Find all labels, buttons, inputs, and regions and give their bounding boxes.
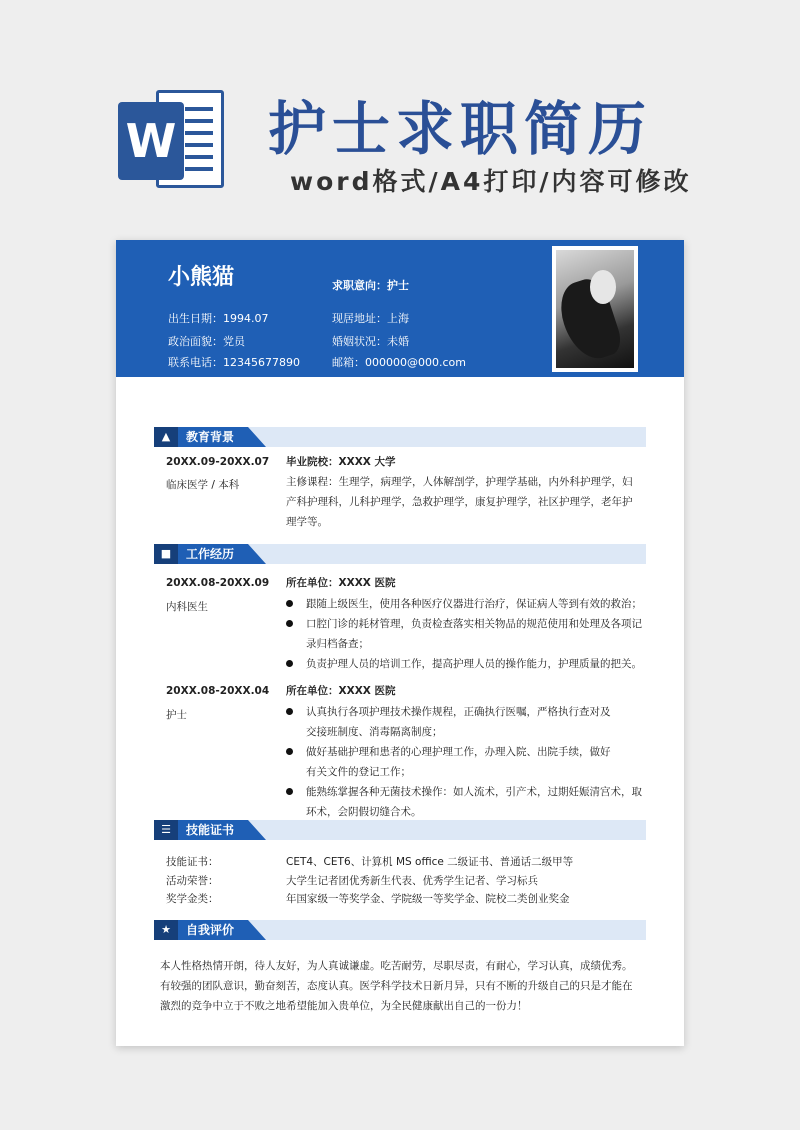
marital-status: 婚姻状况：未婚 [332,335,409,348]
job2-unit: 所在单位：XXXX 医院 [286,685,396,697]
resume-header [116,240,684,377]
section-title-self: 自我评价 [186,923,235,937]
job2-bullet-1: 认真执行各项护理技术操作规程，正确执行医嘱，严格执行查对及 [306,702,611,722]
word-letter-badge: W [118,102,184,180]
job2-period: 20XX.08-20XX.04 [166,685,270,697]
job1-bullet-2-cont: 录归档备查； [306,638,369,650]
job2-bullet-3-cont: 环术，会阴假切缝合术。 [306,806,422,818]
education-courses-line-3: 理学等。 [286,516,328,528]
self-eval-line-3: 激烈的竞争中立于不败之地希望能加入贵单位，为全民健康献出自己的一份力！ [160,1000,528,1012]
word-icon [118,84,228,194]
job2-bullet-2-cont: 有关文件的登记工作； [306,766,411,778]
section-title-skills: 技能证书 [186,823,235,837]
star-icon: ★ [154,920,178,940]
section-self-evaluation [154,920,646,940]
briefcase-icon: ■ [154,544,178,564]
job1-bullet-1: 跟随上级医生，使用各种医疗仪器进行治疗，保证病人等到有效的救治； [306,594,642,614]
education-courses-line-1: 主修课程：生理学，病理学，人体解剖学，护理学基础，内外科护理学，妇 [286,476,633,488]
birth-date: 出生日期：1994.07 [168,312,269,325]
skills-value-scholarship: 年国家级一等奖学金、学院级一等奖学金、院校二类创业奖金 [286,893,570,905]
section-title-work: 工作经历 [186,547,235,561]
job1-bullet-2: 口腔门诊的耗材管理，负责检查落实相关物品的规范使用和处理及各项记 [306,614,642,634]
skills-label-honor: 活动荣誉： [166,875,219,887]
books-icon: ☰ [154,820,178,840]
graduation-cap-icon: ▲ [154,427,178,447]
job1-period: 20XX.08-20XX.09 [166,577,270,589]
job1-unit: 所在单位：XXXX 医院 [286,577,396,589]
current-address: 现居地址：上海 [332,312,409,325]
skills-label-cert: 技能证书： [166,856,219,868]
resume-paper [116,240,684,1046]
education-period: 20XX.09-20XX.07 [166,456,270,468]
skills-value-honor: 大学生记者团优秀新生代表、优秀学生记者、学习标兵 [286,875,538,887]
section-title-education: 教育背景 [186,430,235,444]
page-title: 护士求职简历 [268,95,653,163]
skills-label-scholarship: 奖学金类： [166,893,219,905]
email-address: 邮箱：000000@000.com [332,356,466,369]
profile-photo [552,246,638,372]
education-major: 临床医学 / 本科 [166,479,240,491]
section-skills [154,820,646,840]
job-intent: 求职意向：护士 [332,279,409,292]
job2-bullet-1-cont: 交接班制度、消毒隔离制度； [306,726,443,738]
job2-bullet-3: 能熟练掌握各种无菌技术操作：如人流术，引产术，过期妊娠清宫术，取 [306,782,642,802]
section-work [154,544,646,564]
political-status: 政治面貌：党员 [168,335,245,348]
education-school: 毕业院校：XXXX 大学 [286,456,396,468]
job2-role: 护士 [166,709,187,721]
self-eval-line-2: 有较强的团队意识，勤奋刻苦，态度认真。医学科学技术日新月异，只有不断的升级自己的只是才能在 [160,980,633,992]
section-education [154,427,646,447]
skills-value-cert: CET4、CET6、计算机 MS office 二级证书、普通话二级甲等 [286,856,574,868]
job2-bullet-2: 做好基础护理和患者的心理护理工作，办理入院、出院手续，做好 [306,742,611,762]
job1-role: 内科医生 [166,601,208,613]
education-courses-line-2: 产科护理科，儿科护理学，急救护理学，康复护理学，社区护理学，老年护 [286,496,633,508]
candidate-name: 小熊猫 [168,265,235,290]
job1-bullet-3: 负责护理人员的培训工作，提高护理人员的操作能力，护理质量的把关。 [306,654,642,674]
page-subtitle: word格式/A4打印/内容可修改 [290,167,692,196]
self-eval-line-1: 本人性格热情开朗，待人友好，为人真诚谦虚。吃苦耐劳，尽职尽责，有耐心，学习认真，成绩优秀。 [160,960,633,972]
phone-number: 联系电话：12345677890 [168,356,300,369]
